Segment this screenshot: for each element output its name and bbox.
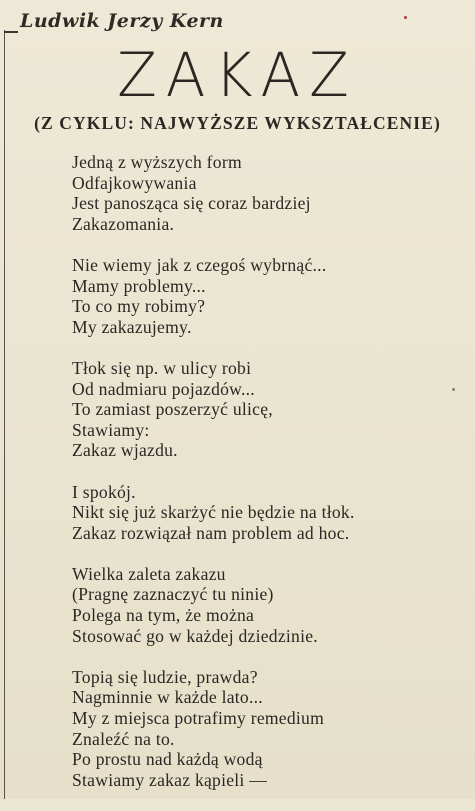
- stanza: [72, 152, 472, 234]
- poem-subtitle: (Z CYKLU: NAJWYŻSZE WYKSZTAŁCENIE): [34, 113, 441, 133]
- stanza: [72, 255, 472, 337]
- poem-line: Wielka zaleta zakazu: [72, 563, 226, 584]
- ink-speck: [452, 388, 455, 391]
- poem-line: Zakaz rozwiązał nam problem ad hoc.: [72, 522, 350, 543]
- poem-line: To zamiast poszerzyć ulicę,: [72, 399, 273, 420]
- author-rule: [4, 31, 18, 33]
- stanza: [72, 482, 472, 544]
- poem-line: Od nadmiaru pojazdów...: [72, 378, 255, 399]
- poem-title: ZAKAZ: [117, 39, 358, 111]
- poem-line: Jest panosząca się coraz bardziej: [72, 193, 311, 214]
- poem-line: Po prostu nad każdą wodą: [72, 749, 263, 770]
- poem-line: Jedną z wyższych form: [72, 152, 242, 172]
- poem-line: Stawiamy:: [72, 419, 150, 440]
- column-rule: [4, 30, 5, 799]
- poem-line: My zakazujemy.: [72, 316, 192, 337]
- poem-line: Nikt się już skarżyć nie będzie na tłok.: [72, 502, 355, 523]
- poem-line: Polega na tym, że można: [72, 605, 255, 626]
- poem-line: To co my robimy?: [72, 296, 206, 317]
- poem-line: Mamy problemy...: [72, 275, 206, 296]
- poem-line: Nagminnie w każde lato...: [72, 687, 263, 708]
- stanza: [72, 358, 472, 461]
- ink-speck: [404, 16, 407, 19]
- poem-body: [72, 152, 472, 811]
- author-name: Ludwik Jerzy Kern: [20, 10, 224, 32]
- poem-line: Stosować go w każdej dziedzinie.: [72, 625, 318, 646]
- stanza: [72, 564, 472, 646]
- poem-line: (Pragnę zaznaczyć tu ninie): [72, 584, 274, 605]
- poem-line: Odfajkowywania: [72, 172, 197, 193]
- poem-line: Zakaz wjazdu.: [72, 440, 178, 461]
- poem-line: Tłok się np. w ulicy robi: [72, 357, 252, 378]
- poem-line: My z miejsca potrafimy remedium: [72, 708, 325, 729]
- poem-line: I spokój.: [72, 481, 136, 502]
- poem-line: Nie wiemy jak z czegoś wybrnąć...: [72, 254, 327, 275]
- poem-line: Stawiamy zakaz kąpieli —: [72, 769, 268, 790]
- poem-line: Zakazomania.: [72, 213, 175, 234]
- poem-line: Znaleźć na to.: [72, 728, 175, 749]
- poem-line: Topią się ludzie, prawda?: [72, 666, 258, 687]
- stanza: [72, 667, 472, 791]
